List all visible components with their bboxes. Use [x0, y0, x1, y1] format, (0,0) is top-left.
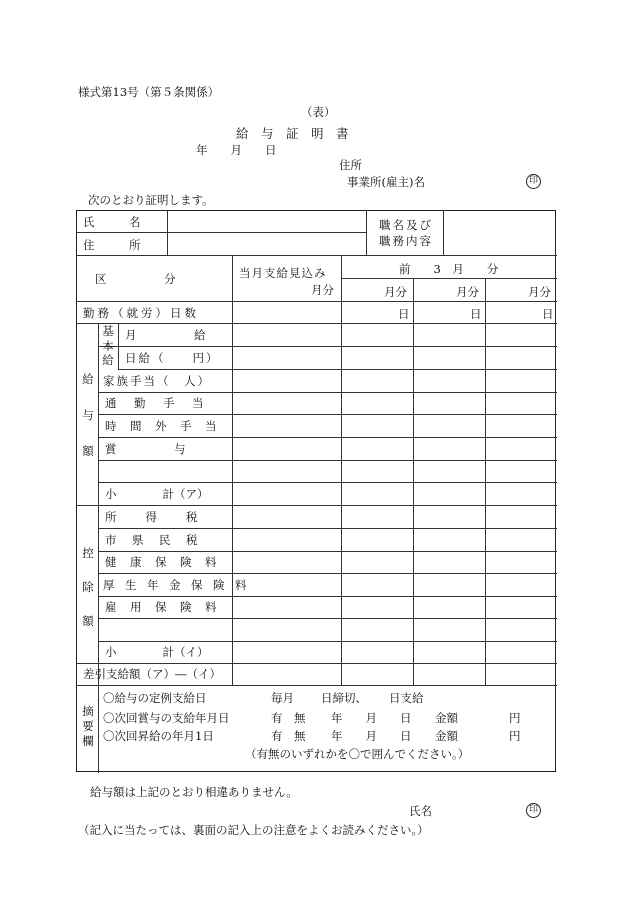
prev-month-1: 月分	[384, 285, 407, 299]
prev-month-2: 月分	[456, 285, 479, 299]
remarks-raise-label: 〇次回昇給の年月1日	[103, 729, 214, 743]
position-label-2: 職務内容	[379, 234, 433, 248]
current-month-label: 当月支給見込み	[239, 266, 327, 280]
form-number: 様式第13号（第５条関係）	[78, 85, 220, 99]
address-field[interactable]	[169, 235, 364, 253]
position-field[interactable]	[445, 213, 555, 253]
certificate-table	[76, 210, 556, 772]
remarks-bonus-amount[interactable]: 金額	[435, 711, 458, 725]
daily-pay-label: 日給（ 円）	[125, 351, 220, 365]
instruction-note: （記入に当たっては、裏面の記入上の注意をよくお読みください。）	[78, 823, 429, 837]
address-row-label: 住 所	[83, 238, 141, 252]
remarks-raise-yesno[interactable]: 有 無	[271, 729, 306, 743]
day-suffix-2: 日	[470, 307, 482, 321]
remarks-bonus-yen: 円	[509, 711, 521, 725]
remarks-payday-monthly: 毎月	[271, 691, 294, 705]
day-suffix-1: 日	[398, 307, 410, 321]
resident-tax-label: 市 県 民 税	[105, 533, 200, 547]
subtotal-i-label: 小 計（イ）	[105, 645, 209, 659]
prev-months-label: 前 3 月 分	[399, 262, 499, 276]
name-label: 氏 名	[83, 215, 141, 229]
pay-group-label: 給与額	[82, 372, 94, 458]
certify-line: 次のとおり証明します。	[88, 193, 214, 207]
page-title: 給 与 証 明 書	[236, 126, 349, 141]
confirm-line: 給与額は上記のとおり相違ありません。	[90, 785, 298, 799]
overtime-allowance-label: 時 間 外 手 当	[105, 419, 218, 433]
family-allowance-label: 家族手当（ 人）	[103, 374, 211, 388]
remarks-bonus-label: 〇次回賞与の支給年月日	[103, 711, 230, 725]
basic-pay-group-label: 基本給	[102, 324, 114, 367]
name-field[interactable]	[169, 213, 364, 231]
current-month-suffix: 月分	[311, 283, 334, 297]
position-label-1: 職名及び	[379, 218, 433, 232]
signer-seal-icon: 印	[526, 803, 541, 818]
pension-insurance-label: 厚 生 年 金 保 険 料	[103, 578, 246, 592]
remarks-payday-cutoff[interactable]: 日締切、	[321, 691, 367, 705]
date-line[interactable]: 年 月 日	[196, 143, 277, 157]
net-pay-label: 差引支給額（ア）―（イ）	[83, 667, 221, 681]
bonus-label: 賞 与	[105, 442, 186, 456]
category-label: 区 分	[95, 272, 176, 286]
side-label: （表）	[301, 105, 336, 119]
remarks-payday-label: 〇給与の定例支給日	[103, 691, 207, 705]
address-label: 住所	[339, 158, 362, 172]
signer-name-label: 氏名	[409, 804, 432, 818]
work-days-label: 勤務（就労）日数	[83, 306, 199, 320]
day-suffix-3: 日	[542, 307, 554, 321]
employer-seal-icon: 印	[526, 174, 541, 189]
remarks-raise-amount[interactable]: 金額	[435, 729, 458, 743]
commute-allowance-label: 通 勤 手 当	[105, 396, 207, 410]
employer-label: 事業所(雇主)名	[347, 175, 425, 189]
deduction-group-label: 控除額	[82, 546, 94, 628]
health-insurance-label: 健 康 保 険 料	[105, 555, 218, 569]
employment-insurance-label: 雇 用 保 険 料	[105, 600, 218, 614]
remarks-group-label: 摘要欄	[82, 704, 94, 748]
remarks-bonus-date[interactable]: 年 月 日	[331, 711, 412, 725]
monthly-pay-label: 月 給	[125, 328, 206, 342]
subtotal-a-label: 小 計（ア）	[105, 487, 209, 501]
remarks-raise-date[interactable]: 年 月 日	[331, 729, 412, 743]
remarks-payday-pay[interactable]: 日支給	[389, 691, 424, 705]
remarks-note: （有無のいずれかを〇で囲んでください。）	[245, 747, 470, 761]
income-tax-label: 所 得 税	[105, 510, 200, 524]
remarks-bonus-yesno[interactable]: 有 無	[271, 711, 306, 725]
prev-month-3: 月分	[528, 285, 551, 299]
remarks-raise-yen: 円	[509, 729, 521, 743]
